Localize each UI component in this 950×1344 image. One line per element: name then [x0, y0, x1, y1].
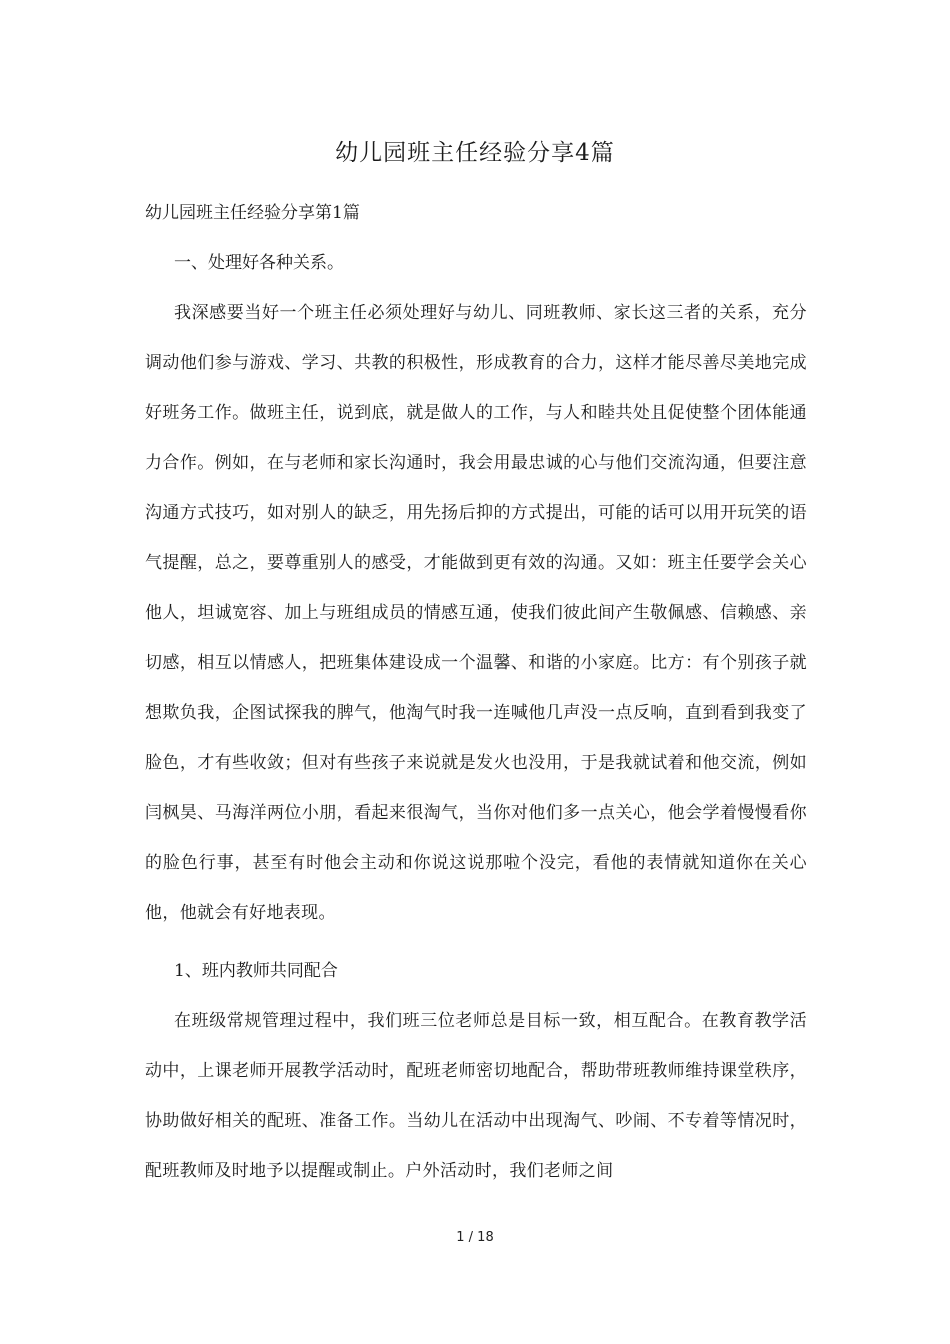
page-number: 1 / 18 [456, 1230, 494, 1245]
document-title: 幼儿园班主任经验分享4篇 [335, 140, 615, 166]
document-body [145, 196, 807, 1196]
section-subtitle: 幼儿园班主任经验分享第1篇 [145, 203, 360, 223]
section-heading-2: 1、班内教师共同配合 [174, 961, 338, 981]
paragraph-2: 在班级常规管理过程中，我们班三位老师总是目标一致，相互配合。在教育教学活动中，上课老师开展教学活动时，配班老师密切地配合，帮助带班教师维持课堂秩序，协助做好相关的配班、准备工作。当幼儿在活动中出现淘气、吵闹、不专着等情况时，配班教师及时地予以提醒或制止。户外活动时，我们老师之间 [145, 1011, 807, 1181]
section-heading-1: 一、处理好各种关系。 [174, 253, 344, 273]
paragraph-1: 我深感要当好一个班主任必须处理好与幼儿、同班教师、家长这三者的关系，充分调动他们参与游戏、学习、共教的积极性，形成教育的合力，这样才能尽善尽美地完成好班务工作。做班主任，说到底，就是做人的工作，与人和睦共处且促使整个团体能通力合作。例如，在与老师和家长沟通时，我会用最忠诚的心与他们交流沟通，但要注意沟通方式技巧，如对别人的缺乏，用先扬后抑的方式提出，可能的话可以用开玩笑的语气提醒，总之，要尊重别人的感受，才能做到更有效的沟通。又如：班主任要学会关心他人，坦诚宽容、加上与班组成员的情感互通，使我们彼此间产生敬佩感、信赖感、亲切感，相互以情感人，把班集体建设成一个温馨、和谐的小家庭。比方：有个别孩子就想欺负我，企图试探我的脾气，他淘气时我一连喊他几声没一点反响，直到看到我变了脸色，才有些收敛；但对有些孩子来说就是发火也没用，于是我就试着和他交流，例如闫枫昊、马海洋两位小朋，看起来很淘气，当你对他们多一点关心，他会学着慢慢看你的脸色行事，甚至有时他会主动和你说这说那啦个没完，看他的表情就知道你在关心他，他就会有好地表现。 [145, 303, 807, 923]
